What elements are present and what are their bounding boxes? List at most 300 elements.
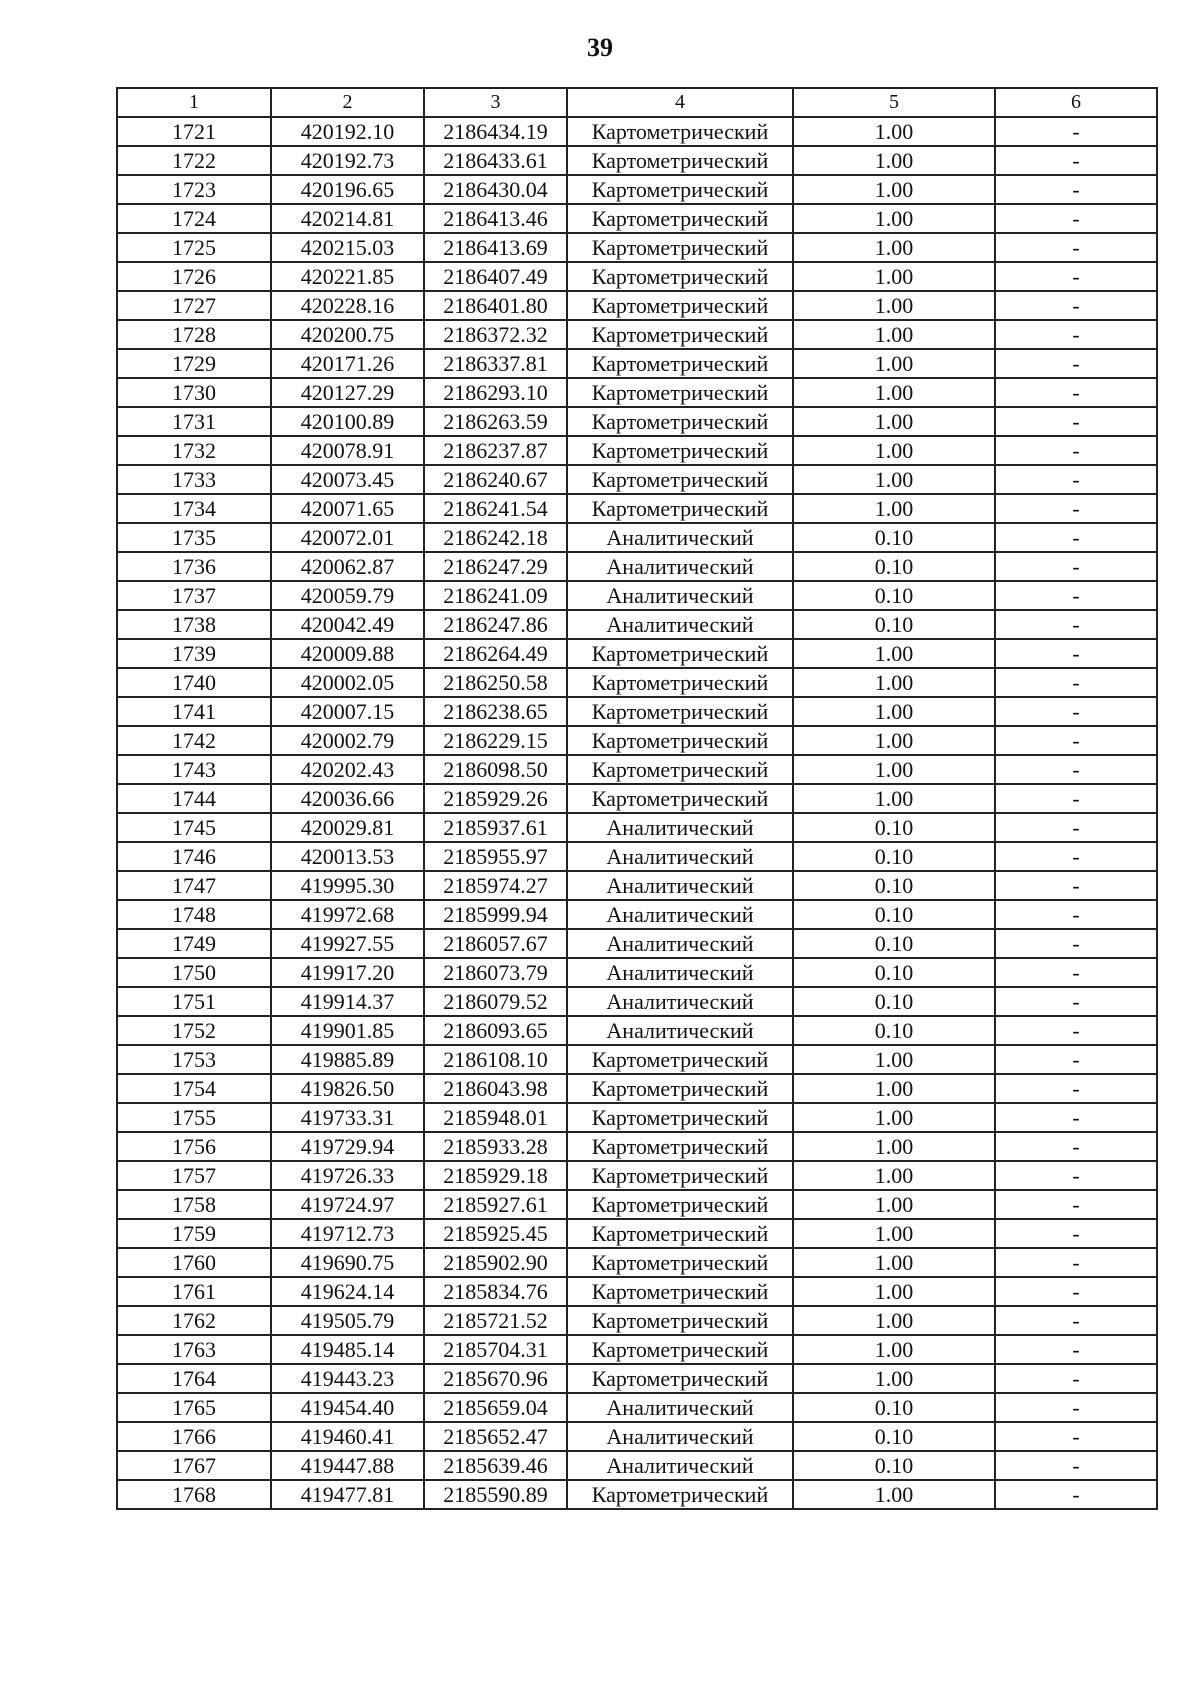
note-cell: -	[995, 1364, 1157, 1393]
x-coordinate-cell: 419885.89	[271, 1045, 424, 1074]
y-coordinate-cell: 2186247.29	[424, 552, 567, 581]
accuracy-cell: 1.00	[793, 436, 995, 465]
accuracy-cell: 1.00	[793, 1132, 995, 1161]
method-cell: Картометрический	[567, 1248, 793, 1277]
point-number-cell: 1764	[117, 1364, 271, 1393]
y-coordinate-cell: 2185929.26	[424, 784, 567, 813]
y-coordinate-cell: 2186108.10	[424, 1045, 567, 1074]
x-coordinate-cell: 419624.14	[271, 1277, 424, 1306]
method-cell: Аналитический	[567, 987, 793, 1016]
table-row	[117, 1103, 1157, 1132]
accuracy-cell: 1.00	[793, 349, 995, 378]
note-cell: -	[995, 871, 1157, 900]
x-coordinate-cell: 419729.94	[271, 1132, 424, 1161]
table-row	[117, 1161, 1157, 1190]
note-cell: -	[995, 1306, 1157, 1335]
y-coordinate-cell: 2185927.61	[424, 1190, 567, 1219]
point-number-cell: 1728	[117, 320, 271, 349]
note-cell: -	[995, 987, 1157, 1016]
point-number-cell: 1746	[117, 842, 271, 871]
method-cell: Аналитический	[567, 813, 793, 842]
point-number-cell: 1742	[117, 726, 271, 755]
accuracy-cell: 1.00	[793, 1219, 995, 1248]
x-coordinate-cell: 420192.10	[271, 117, 424, 146]
note-cell: -	[995, 639, 1157, 668]
table-row	[117, 726, 1157, 755]
note-cell: -	[995, 813, 1157, 842]
x-coordinate-cell: 420036.66	[271, 784, 424, 813]
table-row	[117, 1016, 1157, 1045]
table-row	[117, 842, 1157, 871]
method-cell: Картометрический	[567, 726, 793, 755]
table-row	[117, 378, 1157, 407]
y-coordinate-cell: 2185974.27	[424, 871, 567, 900]
accuracy-cell: 0.10	[793, 610, 995, 639]
x-coordinate-cell: 419460.41	[271, 1422, 424, 1451]
x-coordinate-cell: 419995.30	[271, 871, 424, 900]
y-coordinate-cell: 2186229.15	[424, 726, 567, 755]
x-coordinate-cell: 419917.20	[271, 958, 424, 987]
y-coordinate-cell: 2186073.79	[424, 958, 567, 987]
x-coordinate-cell: 419724.97	[271, 1190, 424, 1219]
point-number-cell: 1767	[117, 1451, 271, 1480]
method-cell: Картометрический	[567, 1132, 793, 1161]
y-coordinate-cell: 2186293.10	[424, 378, 567, 407]
note-cell: -	[995, 146, 1157, 175]
table-row	[117, 1393, 1157, 1422]
note-cell: -	[995, 900, 1157, 929]
method-cell: Картометрический	[567, 1045, 793, 1074]
x-coordinate-cell: 420007.15	[271, 697, 424, 726]
note-cell: -	[995, 291, 1157, 320]
method-cell: Аналитический	[567, 958, 793, 987]
point-number-cell: 1721	[117, 117, 271, 146]
point-number-cell: 1758	[117, 1190, 271, 1219]
y-coordinate-cell: 2186237.87	[424, 436, 567, 465]
x-coordinate-cell: 420100.89	[271, 407, 424, 436]
table-row	[117, 204, 1157, 233]
column-header-3: 3	[424, 88, 567, 117]
y-coordinate-cell: 2186372.32	[424, 320, 567, 349]
accuracy-cell: 1.00	[793, 668, 995, 697]
table-row	[117, 610, 1157, 639]
y-coordinate-cell: 2185721.52	[424, 1306, 567, 1335]
accuracy-cell: 0.10	[793, 1016, 995, 1045]
point-number-cell: 1724	[117, 204, 271, 233]
table-row	[117, 552, 1157, 581]
table-row	[117, 1451, 1157, 1480]
y-coordinate-cell: 2186241.09	[424, 581, 567, 610]
note-cell: -	[995, 117, 1157, 146]
table-row	[117, 146, 1157, 175]
table-row	[117, 1219, 1157, 1248]
method-cell: Картометрический	[567, 436, 793, 465]
y-coordinate-cell: 2186098.50	[424, 755, 567, 784]
y-coordinate-cell: 2185925.45	[424, 1219, 567, 1248]
table-row	[117, 1422, 1157, 1451]
point-number-cell: 1734	[117, 494, 271, 523]
table-row	[117, 581, 1157, 610]
method-cell: Картометрический	[567, 668, 793, 697]
method-cell: Аналитический	[567, 1016, 793, 1045]
point-number-cell: 1736	[117, 552, 271, 581]
x-coordinate-cell: 420042.49	[271, 610, 424, 639]
point-number-cell: 1727	[117, 291, 271, 320]
x-coordinate-cell: 420013.53	[271, 842, 424, 871]
x-coordinate-cell: 420062.87	[271, 552, 424, 581]
accuracy-cell: 1.00	[793, 755, 995, 784]
table-body	[117, 117, 1157, 1509]
method-cell: Картометрический	[567, 146, 793, 175]
x-coordinate-cell: 420202.43	[271, 755, 424, 784]
x-coordinate-cell: 419901.85	[271, 1016, 424, 1045]
x-coordinate-cell: 419690.75	[271, 1248, 424, 1277]
table-row	[117, 1335, 1157, 1364]
accuracy-cell: 0.10	[793, 552, 995, 581]
x-coordinate-cell: 420214.81	[271, 204, 424, 233]
note-cell: -	[995, 378, 1157, 407]
note-cell: -	[995, 1161, 1157, 1190]
column-header-5: 5	[793, 88, 995, 117]
column-header-2: 2	[271, 88, 424, 117]
y-coordinate-cell: 2185659.04	[424, 1393, 567, 1422]
point-number-cell: 1750	[117, 958, 271, 987]
point-number-cell: 1757	[117, 1161, 271, 1190]
accuracy-cell: 1.00	[793, 1335, 995, 1364]
point-number-cell: 1733	[117, 465, 271, 494]
point-number-cell: 1755	[117, 1103, 271, 1132]
method-cell: Аналитический	[567, 871, 793, 900]
point-number-cell: 1766	[117, 1422, 271, 1451]
accuracy-cell: 1.00	[793, 494, 995, 523]
point-number-cell: 1722	[117, 146, 271, 175]
table-row	[117, 1248, 1157, 1277]
x-coordinate-cell: 420171.26	[271, 349, 424, 378]
accuracy-cell: 1.00	[793, 320, 995, 349]
point-number-cell: 1723	[117, 175, 271, 204]
point-number-cell: 1759	[117, 1219, 271, 1248]
point-number-cell: 1725	[117, 233, 271, 262]
table-row	[117, 1306, 1157, 1335]
point-number-cell: 1756	[117, 1132, 271, 1161]
method-cell: Аналитический	[567, 581, 793, 610]
accuracy-cell: 1.00	[793, 1364, 995, 1393]
y-coordinate-cell: 2186434.19	[424, 117, 567, 146]
note-cell: -	[995, 1219, 1157, 1248]
table-row	[117, 465, 1157, 494]
table-row	[117, 697, 1157, 726]
table-row	[117, 407, 1157, 436]
table-row	[117, 871, 1157, 900]
y-coordinate-cell: 2185652.47	[424, 1422, 567, 1451]
point-number-cell: 1752	[117, 1016, 271, 1045]
method-cell: Аналитический	[567, 1422, 793, 1451]
accuracy-cell: 1.00	[793, 1480, 995, 1509]
point-number-cell: 1748	[117, 900, 271, 929]
note-cell: -	[995, 494, 1157, 523]
x-coordinate-cell: 420215.03	[271, 233, 424, 262]
column-header-6: 6	[995, 88, 1157, 117]
accuracy-cell: 1.00	[793, 407, 995, 436]
table-header	[117, 88, 1157, 117]
table-row	[117, 900, 1157, 929]
point-number-cell: 1741	[117, 697, 271, 726]
method-cell: Картометрический	[567, 1161, 793, 1190]
accuracy-cell: 0.10	[793, 1422, 995, 1451]
point-number-cell: 1753	[117, 1045, 271, 1074]
point-number-cell: 1738	[117, 610, 271, 639]
table-row	[117, 320, 1157, 349]
point-number-cell: 1754	[117, 1074, 271, 1103]
note-cell: -	[995, 929, 1157, 958]
accuracy-cell: 0.10	[793, 1451, 995, 1480]
y-coordinate-cell: 2186264.49	[424, 639, 567, 668]
note-cell: -	[995, 1103, 1157, 1132]
note-cell: -	[995, 1480, 1157, 1509]
y-coordinate-cell: 2185639.46	[424, 1451, 567, 1480]
method-cell: Картометрический	[567, 784, 793, 813]
accuracy-cell: 1.00	[793, 291, 995, 320]
note-cell: -	[995, 668, 1157, 697]
y-coordinate-cell: 2186413.69	[424, 233, 567, 262]
note-cell: -	[995, 1016, 1157, 1045]
table-row	[117, 668, 1157, 697]
table-row	[117, 1132, 1157, 1161]
table-row	[117, 175, 1157, 204]
table-row	[117, 233, 1157, 262]
y-coordinate-cell: 2185704.31	[424, 1335, 567, 1364]
method-cell: Аналитический	[567, 1451, 793, 1480]
point-number-cell: 1745	[117, 813, 271, 842]
x-coordinate-cell: 420029.81	[271, 813, 424, 842]
accuracy-cell: 1.00	[793, 262, 995, 291]
y-coordinate-cell: 2186247.86	[424, 610, 567, 639]
accuracy-cell: 1.00	[793, 1277, 995, 1306]
note-cell: -	[995, 1393, 1157, 1422]
table-row	[117, 523, 1157, 552]
method-cell: Аналитический	[567, 1393, 793, 1422]
y-coordinate-cell: 2186238.65	[424, 697, 567, 726]
x-coordinate-cell: 419914.37	[271, 987, 424, 1016]
table-row	[117, 262, 1157, 291]
method-cell: Аналитический	[567, 610, 793, 639]
point-number-cell: 1763	[117, 1335, 271, 1364]
x-coordinate-cell: 419443.23	[271, 1364, 424, 1393]
column-header-4: 4	[567, 88, 793, 117]
accuracy-cell: 1.00	[793, 639, 995, 668]
y-coordinate-cell: 2186093.65	[424, 1016, 567, 1045]
note-cell: -	[995, 349, 1157, 378]
table-row	[117, 436, 1157, 465]
accuracy-cell: 1.00	[793, 117, 995, 146]
x-coordinate-cell: 420228.16	[271, 291, 424, 320]
method-cell: Картометрический	[567, 1190, 793, 1219]
x-coordinate-cell: 420073.45	[271, 465, 424, 494]
note-cell: -	[995, 523, 1157, 552]
method-cell: Картометрический	[567, 1277, 793, 1306]
y-coordinate-cell: 2186263.59	[424, 407, 567, 436]
note-cell: -	[995, 320, 1157, 349]
y-coordinate-cell: 2186337.81	[424, 349, 567, 378]
method-cell: Картометрический	[567, 320, 793, 349]
note-cell: -	[995, 204, 1157, 233]
table-row	[117, 1074, 1157, 1103]
table-row	[117, 1480, 1157, 1509]
method-cell: Картометрический	[567, 1219, 793, 1248]
y-coordinate-cell: 2186043.98	[424, 1074, 567, 1103]
accuracy-cell: 0.10	[793, 871, 995, 900]
table-row	[117, 958, 1157, 987]
x-coordinate-cell: 420127.29	[271, 378, 424, 407]
accuracy-cell: 1.00	[793, 1306, 995, 1335]
y-coordinate-cell: 2186241.54	[424, 494, 567, 523]
method-cell: Картометрический	[567, 349, 793, 378]
x-coordinate-cell: 419927.55	[271, 929, 424, 958]
accuracy-cell: 0.10	[793, 581, 995, 610]
note-cell: -	[995, 1451, 1157, 1480]
method-cell: Картометрический	[567, 262, 793, 291]
table-row	[117, 929, 1157, 958]
point-number-cell: 1740	[117, 668, 271, 697]
note-cell: -	[995, 552, 1157, 581]
accuracy-cell: 0.10	[793, 813, 995, 842]
x-coordinate-cell: 420078.91	[271, 436, 424, 465]
method-cell: Картометрический	[567, 697, 793, 726]
table-row	[117, 1190, 1157, 1219]
point-number-cell: 1744	[117, 784, 271, 813]
accuracy-cell: 1.00	[793, 726, 995, 755]
y-coordinate-cell: 2185955.97	[424, 842, 567, 871]
table-row	[117, 1277, 1157, 1306]
x-coordinate-cell: 420221.85	[271, 262, 424, 291]
note-cell: -	[995, 1045, 1157, 1074]
accuracy-cell: 0.10	[793, 900, 995, 929]
method-cell: Картометрический	[567, 494, 793, 523]
y-coordinate-cell: 2185933.28	[424, 1132, 567, 1161]
y-coordinate-cell: 2185670.96	[424, 1364, 567, 1393]
table-row	[117, 784, 1157, 813]
y-coordinate-cell: 2186250.58	[424, 668, 567, 697]
accuracy-cell: 1.00	[793, 1248, 995, 1277]
y-coordinate-cell: 2186407.49	[424, 262, 567, 291]
method-cell: Картометрический	[567, 407, 793, 436]
accuracy-cell: 1.00	[793, 1103, 995, 1132]
note-cell: -	[995, 1277, 1157, 1306]
method-cell: Картометрический	[567, 233, 793, 262]
x-coordinate-cell: 420192.73	[271, 146, 424, 175]
x-coordinate-cell: 419712.73	[271, 1219, 424, 1248]
coordinates-table	[116, 87, 1158, 1510]
accuracy-cell: 0.10	[793, 842, 995, 871]
accuracy-cell: 1.00	[793, 1045, 995, 1074]
x-coordinate-cell: 419477.81	[271, 1480, 424, 1509]
note-cell: -	[995, 610, 1157, 639]
accuracy-cell: 1.00	[793, 1190, 995, 1219]
method-cell: Картометрический	[567, 378, 793, 407]
y-coordinate-cell: 2186413.46	[424, 204, 567, 233]
note-cell: -	[995, 436, 1157, 465]
note-cell: -	[995, 726, 1157, 755]
point-number-cell: 1765	[117, 1393, 271, 1422]
column-header-1: 1	[117, 88, 271, 117]
note-cell: -	[995, 958, 1157, 987]
point-number-cell: 1747	[117, 871, 271, 900]
point-number-cell: 1729	[117, 349, 271, 378]
note-cell: -	[995, 1190, 1157, 1219]
accuracy-cell: 1.00	[793, 697, 995, 726]
y-coordinate-cell: 2185590.89	[424, 1480, 567, 1509]
method-cell: Картометрический	[567, 465, 793, 494]
method-cell: Картометрический	[567, 1306, 793, 1335]
method-cell: Аналитический	[567, 552, 793, 581]
accuracy-cell: 1.00	[793, 204, 995, 233]
point-number-cell: 1732	[117, 436, 271, 465]
method-cell: Картометрический	[567, 204, 793, 233]
table-row	[117, 1364, 1157, 1393]
x-coordinate-cell: 419485.14	[271, 1335, 424, 1364]
header-row	[117, 88, 1157, 117]
point-number-cell: 1726	[117, 262, 271, 291]
table-row	[117, 813, 1157, 842]
x-coordinate-cell: 420009.88	[271, 639, 424, 668]
method-cell: Картометрический	[567, 639, 793, 668]
table-row	[117, 291, 1157, 320]
x-coordinate-cell: 420196.65	[271, 175, 424, 204]
accuracy-cell: 0.10	[793, 523, 995, 552]
point-number-cell: 1761	[117, 1277, 271, 1306]
method-cell: Аналитический	[567, 523, 793, 552]
note-cell: -	[995, 784, 1157, 813]
note-cell: -	[995, 233, 1157, 262]
y-coordinate-cell: 2185834.76	[424, 1277, 567, 1306]
x-coordinate-cell: 419454.40	[271, 1393, 424, 1422]
point-number-cell: 1739	[117, 639, 271, 668]
x-coordinate-cell: 419733.31	[271, 1103, 424, 1132]
x-coordinate-cell: 419972.68	[271, 900, 424, 929]
note-cell: -	[995, 1422, 1157, 1451]
y-coordinate-cell: 2185999.94	[424, 900, 567, 929]
accuracy-cell: 0.10	[793, 958, 995, 987]
method-cell: Картометрический	[567, 1335, 793, 1364]
note-cell: -	[995, 1074, 1157, 1103]
accuracy-cell: 1.00	[793, 175, 995, 204]
point-number-cell: 1730	[117, 378, 271, 407]
x-coordinate-cell: 420072.01	[271, 523, 424, 552]
point-number-cell: 1749	[117, 929, 271, 958]
x-coordinate-cell: 419505.79	[271, 1306, 424, 1335]
y-coordinate-cell: 2186079.52	[424, 987, 567, 1016]
accuracy-cell: 1.00	[793, 784, 995, 813]
note-cell: -	[995, 842, 1157, 871]
x-coordinate-cell: 420002.79	[271, 726, 424, 755]
method-cell: Картометрический	[567, 1480, 793, 1509]
point-number-cell: 1735	[117, 523, 271, 552]
method-cell: Картометрический	[567, 291, 793, 320]
method-cell: Картометрический	[567, 1103, 793, 1132]
accuracy-cell: 1.00	[793, 146, 995, 175]
page-number: 39	[587, 33, 613, 62]
accuracy-cell: 1.00	[793, 1074, 995, 1103]
note-cell: -	[995, 755, 1157, 784]
table-row	[117, 117, 1157, 146]
point-number-cell: 1762	[117, 1306, 271, 1335]
method-cell: Аналитический	[567, 929, 793, 958]
method-cell: Аналитический	[567, 842, 793, 871]
table-row	[117, 349, 1157, 378]
accuracy-cell: 1.00	[793, 378, 995, 407]
method-cell: Картометрический	[567, 755, 793, 784]
point-number-cell: 1760	[117, 1248, 271, 1277]
